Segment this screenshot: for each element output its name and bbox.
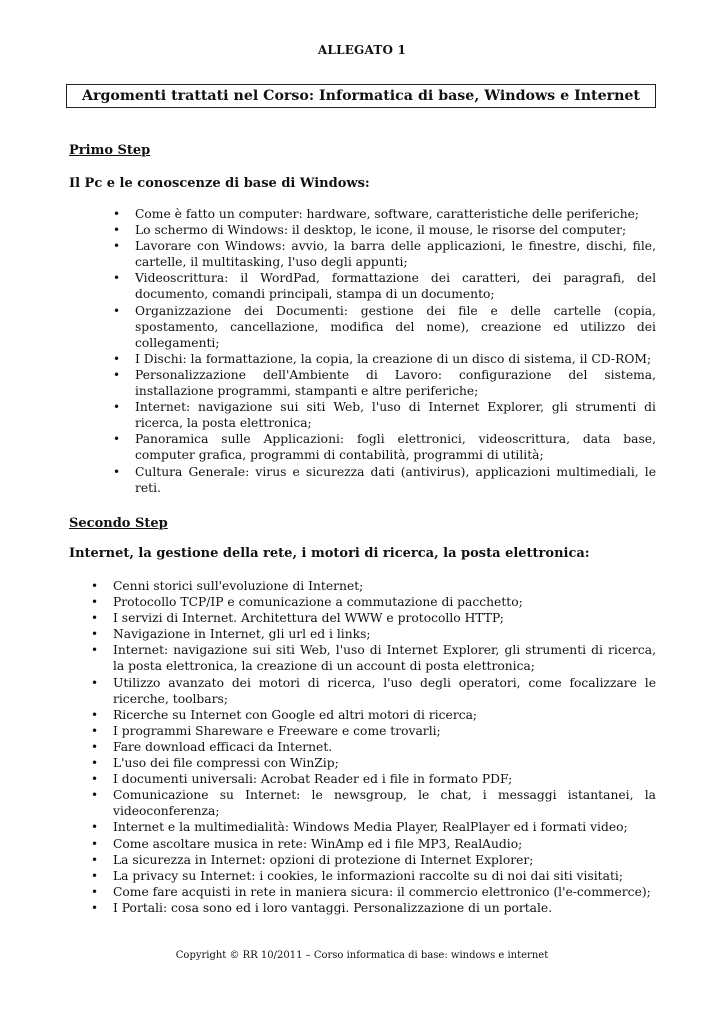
list-item-text: Internet: navigazione sui siti Web, l'uso di Internet Explorer, gli strumenti di ricerca, la posta elettronica; xyxy=(135,400,656,431)
list-item-text: Come fare acquisti in rete in maniera sicura: il commercio elettronico (l'e-commerce); xyxy=(113,884,651,899)
bullet-icon: • xyxy=(113,464,121,479)
attachment-label: ALLEGATO 1 xyxy=(317,43,407,57)
list-item xyxy=(91,723,656,739)
step2-topic-list xyxy=(91,578,656,916)
step1-heading: Primo Step xyxy=(69,143,151,158)
bullet-icon: • xyxy=(91,868,99,883)
bullet-icon: • xyxy=(91,723,99,738)
list-item-text: La sicurezza in Internet: opzioni di protezione di Internet Explorer; xyxy=(113,852,534,867)
page-footer: Copyright © RR 10/2011 – Corso informatica di base: windows e internet xyxy=(175,950,549,961)
list-item-text: Cenni storici sull'evoluzione di Internet; xyxy=(113,579,364,593)
list-item xyxy=(91,787,656,819)
list-item-text: Lo schermo di Windows: il desktop, le icone, il mouse, le risorse del computer; xyxy=(135,223,627,238)
list-item xyxy=(91,852,656,868)
list-item xyxy=(113,367,656,399)
list-item xyxy=(113,399,656,431)
list-item xyxy=(91,755,656,771)
list-item-text: La privacy su Internet: i cookies, le informazioni raccolte su di noi dai siti visitati; xyxy=(113,868,623,883)
bullet-icon: • xyxy=(91,836,99,851)
list-item xyxy=(113,303,656,351)
bullet-icon: • xyxy=(113,303,121,318)
bullet-icon: • xyxy=(113,207,121,221)
step2-subheading: Internet, la gestione della rete, i motori di ricerca, la posta elettronica: xyxy=(69,546,590,561)
list-item xyxy=(91,626,656,642)
list-item xyxy=(91,610,656,626)
list-item xyxy=(91,594,656,610)
bullet-icon: • xyxy=(91,788,99,803)
list-item-text: Come ascoltare musica in rete: WinAmp ed i file MP3, RealAudio; xyxy=(113,836,523,851)
list-item xyxy=(91,707,656,723)
bullet-icon: • xyxy=(113,367,121,382)
bullet-icon: • xyxy=(91,852,99,867)
list-item-text: I Portali: cosa sono ed i loro vantaggi. Personalizzazione di un portale. xyxy=(113,900,553,915)
step1-subheading: Il Pc e le conoscenze di base di Windows: xyxy=(69,176,370,191)
list-item-text: Panoramica sulle Applicazioni: fogli elettronici, videoscrittura, data base, computer grafica, programmi di contabilità, programmi di utilità; xyxy=(135,432,656,463)
bullet-icon: • xyxy=(113,432,121,447)
list-item-text: I programmi Shareware e Freeware e come trovarli; xyxy=(113,723,441,738)
list-item-text: Internet e la multimedialità: Windows Media Player, RealPlayer ed i formati video; xyxy=(113,820,628,835)
bullet-icon: • xyxy=(91,820,99,835)
list-item xyxy=(113,464,656,496)
list-item-text: Utilizzo avanzato dei motori di ricerca, l'uso degli operatori, come focalizzare le ricerche, toolbars; xyxy=(113,675,656,706)
list-item xyxy=(91,739,656,755)
bullet-icon: • xyxy=(91,579,99,593)
list-item-text: I servizi di Internet. Architettura del WWW e protocollo HTTP; xyxy=(113,611,504,626)
list-item-text: I documenti universali: Acrobat Reader ed i file in formato PDF; xyxy=(113,772,513,787)
list-item xyxy=(113,238,656,270)
list-item-text: Ricerche su Internet con Google ed altri motori di ricerca; xyxy=(113,707,478,722)
list-item xyxy=(91,868,656,884)
list-item-text: Fare download efficaci da Internet. xyxy=(113,739,333,754)
list-item xyxy=(91,836,656,852)
list-item xyxy=(91,819,656,835)
bullet-icon: • xyxy=(91,611,99,626)
list-item-text: Lavorare con Windows: avvio, la barra delle applicazioni, le finestre, dischi, file, cartelle, il multitasking, l'uso degli appunti; xyxy=(135,239,656,270)
bullet-icon: • xyxy=(91,643,99,658)
list-item-text: Organizzazione dei Documenti: gestione dei file e delle cartelle (copia, spostamento, cancellazione, modifica del nome), creazione ed utilizzo dei collegamenti; xyxy=(135,303,656,350)
list-item xyxy=(91,900,656,916)
list-item xyxy=(113,431,656,463)
bullet-icon: • xyxy=(113,271,121,286)
step2-heading: Secondo Step xyxy=(69,516,168,531)
list-item-text: Internet: navigazione sui siti Web, l'uso di Internet Explorer, gli strumenti di ricerca, la posta elettronica, la creazione di un account di posta elettronica; xyxy=(113,643,656,674)
bullet-icon: • xyxy=(113,223,121,238)
document-title: Argomenti trattati nel Corso: Informatica di base, Windows e Internet xyxy=(66,84,656,108)
list-item-text: Cultura Generale: virus e sicurezza dati (antivirus), applicazioni multimediali, le reti. xyxy=(135,464,656,495)
list-item-text: Protocollo TCP/IP e comunicazione a commutazione di pacchetto; xyxy=(113,595,523,610)
bullet-icon: • xyxy=(91,739,99,754)
bullet-icon: • xyxy=(91,756,99,771)
bullet-icon: • xyxy=(91,884,99,899)
list-item-text: Come è fatto un computer: hardware, software, caratteristiche delle periferiche; xyxy=(135,207,640,221)
list-item-text: Navigazione in Internet, gli url ed i links; xyxy=(113,627,371,642)
list-item-text: Videoscrittura: il WordPad, formattazione dei caratteri, dei paragrafi, del documento, comandi principali, stampa di un documento; xyxy=(135,271,656,302)
list-item xyxy=(113,222,656,238)
list-item xyxy=(91,884,656,900)
bullet-icon: • xyxy=(91,900,99,915)
bullet-icon: • xyxy=(91,675,99,690)
bullet-icon: • xyxy=(91,595,99,610)
list-item xyxy=(113,206,656,222)
list-item xyxy=(91,642,656,674)
list-item-text: Personalizzazione dell'Ambiente di Lavoro: configurazione del sistema, installazione programmi, stampanti e altre periferiche; xyxy=(135,367,656,399)
list-item-text: L'uso dei file compressi con WinZip; xyxy=(113,756,339,771)
step1-topic-list xyxy=(113,206,656,496)
bullet-icon: • xyxy=(91,627,99,642)
list-item xyxy=(91,578,656,594)
bullet-icon: • xyxy=(113,400,121,415)
bullet-icon: • xyxy=(113,351,121,366)
list-item xyxy=(113,270,656,302)
list-item xyxy=(91,771,656,787)
bullet-icon: • xyxy=(91,772,99,787)
list-item xyxy=(113,351,656,367)
bullet-icon: • xyxy=(91,707,99,722)
list-item xyxy=(91,675,656,707)
list-item-text: Comunicazione su Internet: le newsgroup, le chat, i messaggi istantanei, la videoconferenza; xyxy=(113,788,656,819)
list-item-text: I Dischi: la formattazione, la copia, la creazione di un disco di sistema, il CD-ROM; xyxy=(135,351,652,366)
bullet-icon: • xyxy=(113,239,121,254)
